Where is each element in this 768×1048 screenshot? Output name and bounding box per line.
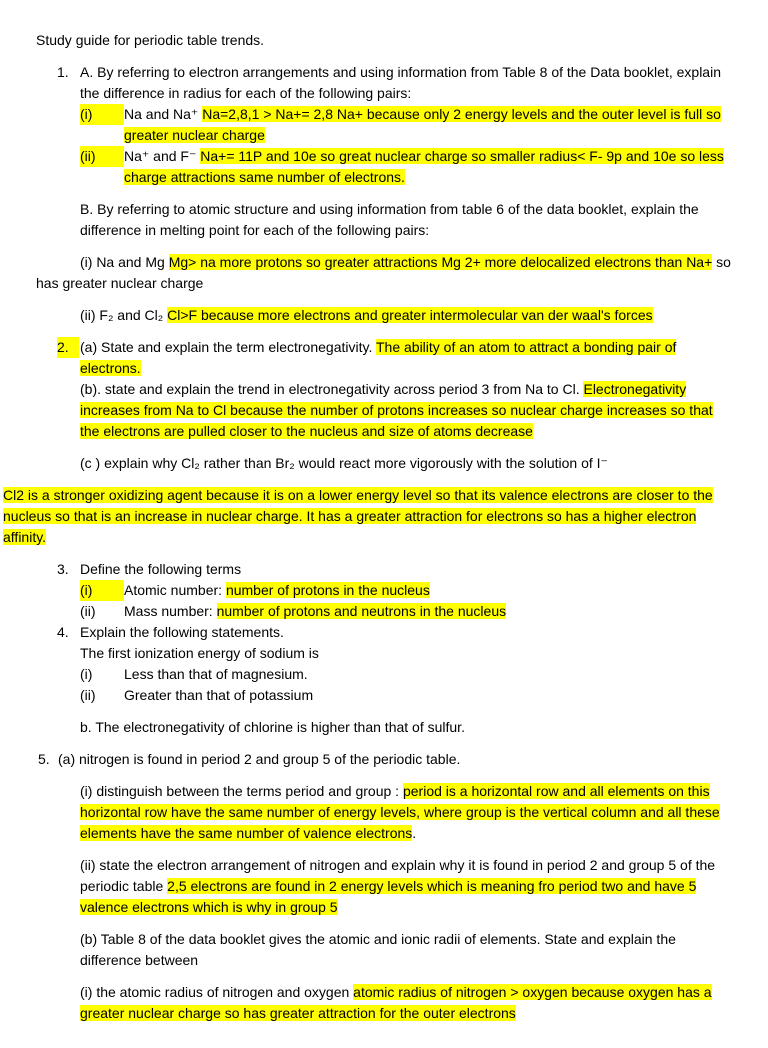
paragraph <box>80 664 732 685</box>
text-run: Na and Na⁺ <box>124 106 203 122</box>
text-run: b. The electronegativity of chlorine is higher than that of sulfur. <box>80 719 465 735</box>
text-run: Study guide for periodic table trends. <box>36 32 265 48</box>
paragraph <box>80 199 732 241</box>
paragraph <box>36 337 732 379</box>
text-run: . <box>412 825 417 841</box>
highlighted-text: Na=2,8,1 > Na+= 2,8 Na+ because only 2 energy levels and the outer level is full so greater nuclear charge <box>124 106 721 143</box>
list-marker: (i) <box>80 104 124 125</box>
list-marker: 5. <box>38 751 50 767</box>
paragraph <box>80 643 732 664</box>
paragraph <box>36 622 732 643</box>
paragraph <box>80 580 732 601</box>
text-run: (i) Na and Mg <box>80 254 169 270</box>
paragraph <box>80 929 732 971</box>
highlighted-text: number of protons in the nucleus <box>225 582 430 598</box>
text-run: B. By referring to atomic structure and using information from table 6 of the data booklet, explain the difference in melting point for each of the following pairs: <box>80 201 699 238</box>
paragraph <box>36 62 732 104</box>
list-marker: (ii) <box>80 603 96 619</box>
text-run: Explain the following statements. <box>80 624 284 640</box>
paragraph <box>36 30 732 51</box>
paragraph <box>36 559 732 580</box>
text-run: (b). state and explain the trend in electronegativity across period 3 from Na to Cl. <box>80 381 584 397</box>
list-marker: (ii) <box>80 687 96 703</box>
text-run: Mass number: <box>124 603 217 619</box>
highlighted-text: 2,5 electrons are found in 2 energy levels which is meaning fro period two and have 5 valence electrons which is why in group 5 <box>80 878 697 915</box>
text-run: Na⁺ and F⁻ <box>124 148 201 164</box>
text-run: Atomic number: <box>124 582 226 598</box>
highlighted-text: Cl>F because more electrons and greater intermolecular van der waal's forces <box>167 307 653 323</box>
paragraph <box>36 749 732 770</box>
list-marker: 1. <box>57 64 69 80</box>
text-run: (a) nitrogen is found in period 2 and group 5 of the periodic table. <box>58 751 461 767</box>
highlighted-text: period is a horizontal row and all elements on this horizontal row have the same number of energy levels, where group is the vertical column and all these elements have the same number of valence electrons <box>80 783 720 841</box>
text-run: (a) State and explain the term electronegativity. <box>80 339 376 355</box>
paragraph <box>80 717 732 738</box>
highlighted-text: atomic radius of nitrogen > oxygen because oxygen has a greater nuclear charge so has greater attraction for the outer electrons <box>80 984 712 1021</box>
highlighted-text: number of protons and neutrons in the nucleus <box>216 603 507 619</box>
paragraph <box>80 601 732 622</box>
text-run: so has greater nuclear charge <box>36 254 731 291</box>
paragraph <box>80 305 732 326</box>
text-run: (c ) explain why Cl₂ rather than Br₂ would react more vigorously with the solution of I⁻ <box>80 455 608 471</box>
paragraph <box>80 855 732 918</box>
paragraph <box>80 982 732 1024</box>
text-run: (ii) state the electron arrangement of nitrogen and explain why it is found in period 2 and group 5 of the periodic table <box>80 857 716 894</box>
paragraph <box>80 781 732 844</box>
list-marker: 3. <box>57 561 69 577</box>
highlighted-text: Mg> na more protons so greater attractions Mg 2+ more delocalized electrons than Na+ <box>168 254 713 270</box>
paragraph <box>80 685 732 706</box>
list-marker: (i) <box>80 666 93 682</box>
text-run: (b) Table 8 of the data booklet gives the atomic and ionic radii of elements. State and explain the difference between <box>80 931 676 968</box>
list-marker: 2. <box>57 337 79 358</box>
text-run: (i) the atomic radius of nitrogen and oxygen <box>80 984 354 1000</box>
text-run: Greater than that of potassium <box>124 687 314 703</box>
highlighted-text: Cl2 is a stronger oxidizing agent because it is on a lower energy level so that its valence electrons are closer to the nucleus so that is an increase in nuclear charge. It has a greater attraction for electrons so has a higher electron affinity. <box>3 487 713 545</box>
list-marker: (ii) <box>80 146 124 167</box>
text-run: (i) distinguish between the terms period and group : <box>80 783 403 799</box>
paragraph <box>80 379 732 442</box>
list-marker: 4. <box>57 624 69 640</box>
text-run: The first ionization energy of sodium is <box>80 645 319 661</box>
highlighted-text: Electronegativity increases from Na to Cl because the number of protons increases so nuclear charge increases so that the electrons are pulled closer to the nucleus and size of atoms decrease <box>80 381 713 439</box>
paragraph <box>80 104 732 146</box>
text-run: Less than that of magnesium. <box>124 666 308 682</box>
text-run: Define the following terms <box>80 561 242 577</box>
paragraph <box>3 485 732 548</box>
paragraph <box>80 453 732 474</box>
text-run: A. By referring to electron arrangements and using information from Table 8 of the Data booklet, explain the difference in radius for each of the following pairs: <box>80 64 721 101</box>
paragraph <box>80 146 732 188</box>
highlighted-text: The ability of an atom to attract a bonding pair of electrons. <box>80 339 677 376</box>
highlighted-text: Na+= 11P and 10e so great nuclear charge so smaller radius< F- 9p and 10e so less charge attractions same number of electrons. <box>124 148 724 185</box>
paragraph <box>36 252 732 294</box>
list-marker: (i) <box>80 580 124 601</box>
text-run: (ii) F₂ and Cl₂ <box>80 307 168 323</box>
